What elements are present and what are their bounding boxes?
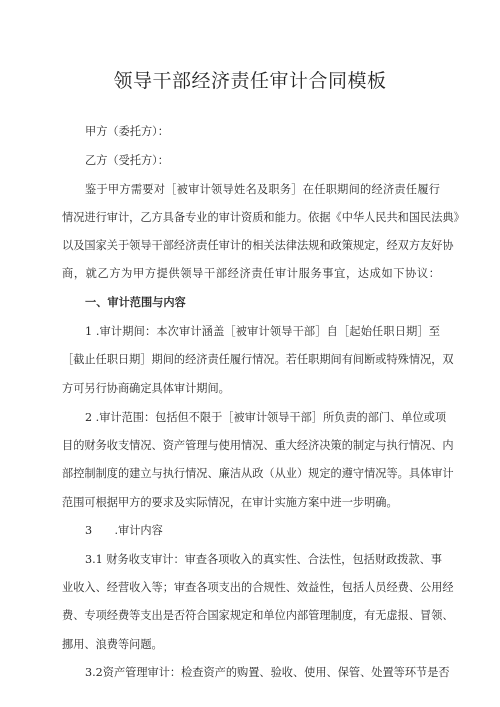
subsection-heading: 3 .审计内容 bbox=[85, 524, 163, 537]
text-line: 以及国家关于领导干部经济责任审计的相关法律法规和政策规定，经双方友好协 bbox=[62, 239, 454, 252]
section-heading: 一、审计范围与内容 bbox=[85, 296, 186, 309]
text-line: 3.1 财务收支审计：审查各项收入的真实性、合法性，包括财政拨款、事 bbox=[85, 553, 442, 566]
text-line: 方可另行协商确定具体审计期间。 bbox=[62, 382, 230, 395]
text-line: 部控制制度的建立与执行情况、廉洁从政（从业）规定的遵守情况等。具体审计 bbox=[62, 467, 454, 480]
document-title: 领导干部经济责任审计合同模板 bbox=[113, 70, 387, 92]
text-line: 2 .审计范围：包括但不限于［被审计领导干部］所负责的部门、单位或项 bbox=[85, 411, 447, 424]
text-line: 费、专项经费等支出是否符合国家规定和单位内部管理制度，有无虚报、冒领、 bbox=[62, 609, 454, 622]
text-line: 商，就乙方为甲方提供领导干部经济责任审计服务事宜，达成如下协议： bbox=[62, 267, 440, 280]
party-a-line: 甲方（委托方）： bbox=[85, 125, 169, 138]
text-line: 业收入、经营收入等；审查各项支出的合规性、效益性，包括人员经费、公用经 bbox=[62, 581, 454, 594]
text-line: 挪用、浪费等问题。 bbox=[62, 638, 163, 651]
text-line: ［截止任职日期］期间的经济责任履行情况。若任职期间有间断或特殊情况，双 bbox=[62, 353, 454, 366]
text-line: 情况进行审计，乙方具备专业的审计资质和能力。依据《中华人民共和国民法典》 bbox=[62, 211, 465, 224]
text-line: 3.2资产管理审计：检查资产的购置、验收、使用、保管、处置等环节是否 bbox=[85, 666, 450, 679]
party-b-line: 乙方（受托方）： bbox=[85, 154, 169, 167]
text-line: 范围可根据甲方的要求及实际情况，在审计实施方案中进一步明确。 bbox=[62, 496, 398, 509]
text-line: 1 .审计期间：本次审计涵盖［被审计领导干部］自［起始任职日期］至 bbox=[85, 325, 440, 338]
text-line: 鉴于甲方需要对［被审计领导姓名及职务］在任职期间的经济责任履行 bbox=[85, 183, 440, 196]
text-line: 目的财务收支情况、资产管理与使用情况、重大经济决策的制定与执行情况、内 bbox=[62, 439, 454, 452]
